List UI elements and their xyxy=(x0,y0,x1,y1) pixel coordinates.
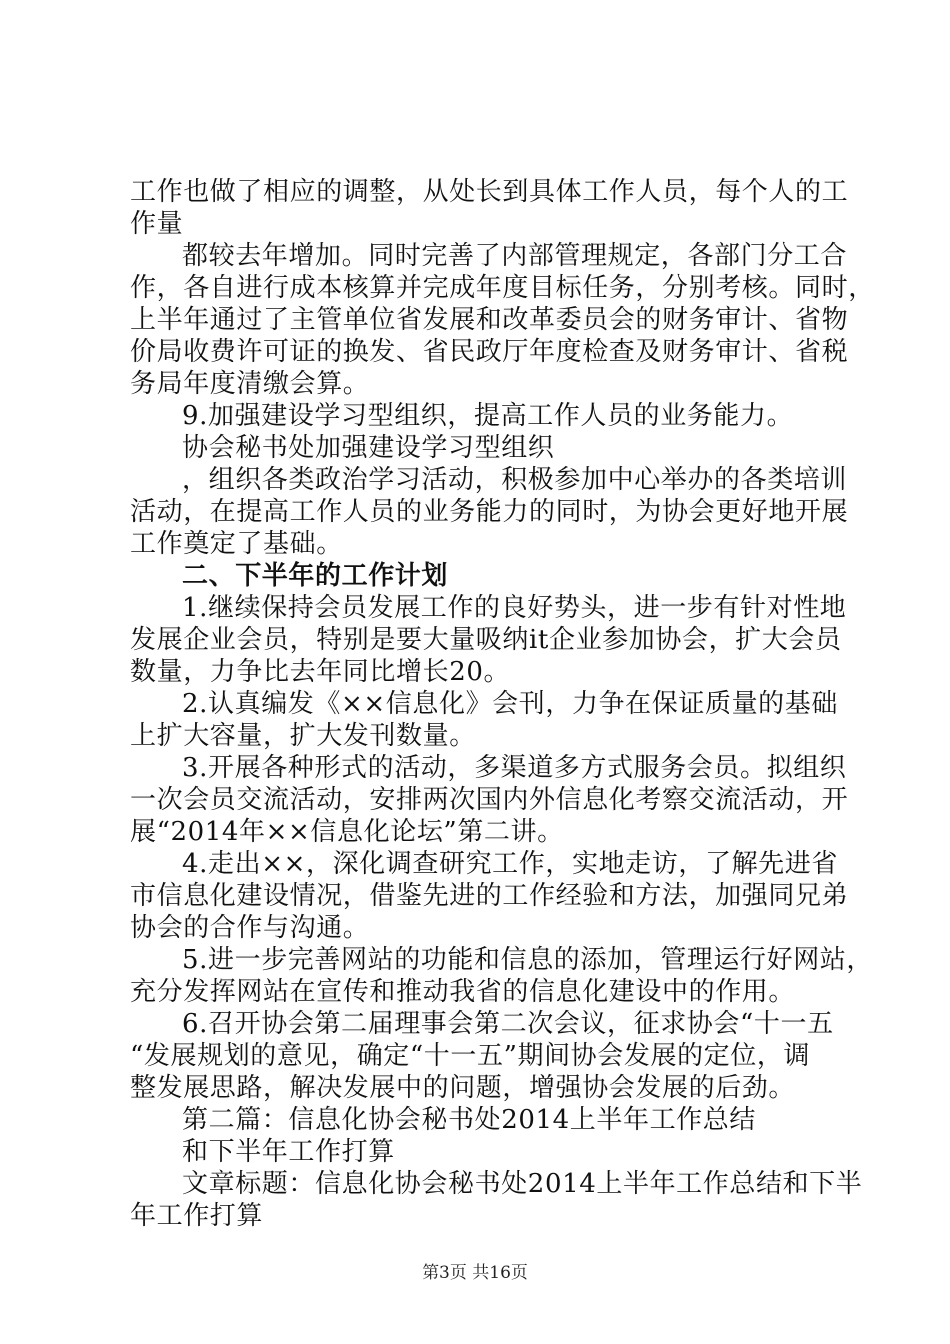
paragraph-line: 一次会员交流活动，安排两次国内外信息化考察交流活动，开 xyxy=(130,785,849,815)
paragraph-line: 价局收费许可证的换发、省民政厅年度检查及财务审计、省税 xyxy=(130,337,849,367)
section-heading: 二、下半年的工作计划 xyxy=(182,561,449,591)
paragraph-line: 和下半年工作打算 xyxy=(182,1137,395,1167)
paragraph-line: ，组织各类政治学习活动，积极参加中心举办的各类培训 xyxy=(182,465,848,495)
paragraph-line: 第二篇：信息化协会秘书处2014上半年工作总结 xyxy=(182,1105,756,1135)
paragraph-line: 展“2014年××信息化论坛”第二讲。 xyxy=(130,817,564,847)
paragraph-line: 作，各自进行成本核算并完成年度目标任务，分别考核。同时， xyxy=(130,273,875,303)
numbered-item: 9.加强建设学习型组织，提高工作人员的业务能力。 xyxy=(182,401,794,431)
numbered-item: 4.走出××，深化调查研究工作，实地走访，了解先进省 xyxy=(182,849,838,879)
document-body xyxy=(130,176,875,1232)
paragraph-line: 年工作打算 xyxy=(130,1201,264,1231)
numbered-item: 5.进一步完善网站的功能和信息的添加，管理运行好网站， xyxy=(182,945,874,975)
paragraph-line: 都较去年增加。同时完善了内部管理规定，各部门分工合 xyxy=(182,241,848,271)
paragraph-line: 文章标题：信息化协会秘书处2014上半年工作总结和下半 xyxy=(182,1169,863,1199)
page-number-footer: 第3页 共16页 xyxy=(422,1263,528,1283)
paragraph-line: 活动，在提高工作人员的业务能力的同时，为协会更好地开展 xyxy=(130,497,849,527)
paragraph-line: 数量，力争比去年同比增长20。 xyxy=(130,657,511,687)
paragraph-line: 整发展思路，解决发展中的问题，增强协会发展的后劲。 xyxy=(130,1073,796,1103)
paragraph-line: 上扩大容量，扩大发刊数量。 xyxy=(130,721,476,751)
paragraph-line: 工作也做了相应的调整，从处长到具体工作人员，每个人的工 xyxy=(130,177,849,207)
numbered-item: 6.召开协会第二届理事会第二次会议，征求协会“十一五 xyxy=(182,1009,834,1039)
paragraph-line: 协会的合作与沟通。 xyxy=(130,913,370,943)
paragraph-line: “发展规划的意见，确定“十一五”期间协会发展的定位，调 xyxy=(130,1041,811,1071)
numbered-item: 2.认真编发《××信息化》会刊，力争在保证质量的基础 xyxy=(182,689,838,719)
paragraph-line: 市信息化建设情况，借鉴先进的工作经验和方法，加强同兄弟 xyxy=(130,881,849,911)
paragraph-line: 发展企业会员，特别是要大量吸纳it企业参加协会，扩大会员 xyxy=(130,625,842,655)
paragraph-line: 上半年通过了主管单位省发展和改革委员会的财务审计、省物 xyxy=(130,305,849,335)
numbered-item: 1.继续保持会员发展工作的良好势头，进一步有针对性地 xyxy=(182,593,847,623)
paragraph-line: 充分发挥网站在宣传和推动我省的信息化建设中的作用。 xyxy=(130,977,796,1007)
numbered-item: 3.开展各种形式的活动，多渠道多方式服务会员。拟组织 xyxy=(182,753,847,783)
paragraph-line: 作量 xyxy=(130,209,184,239)
paragraph-line: 务局年度清缴会算。 xyxy=(130,369,370,399)
paragraph-line: 协会秘书处加强建设学习型组织 xyxy=(182,433,555,463)
paragraph-line: 工作奠定了基础。 xyxy=(130,529,343,559)
